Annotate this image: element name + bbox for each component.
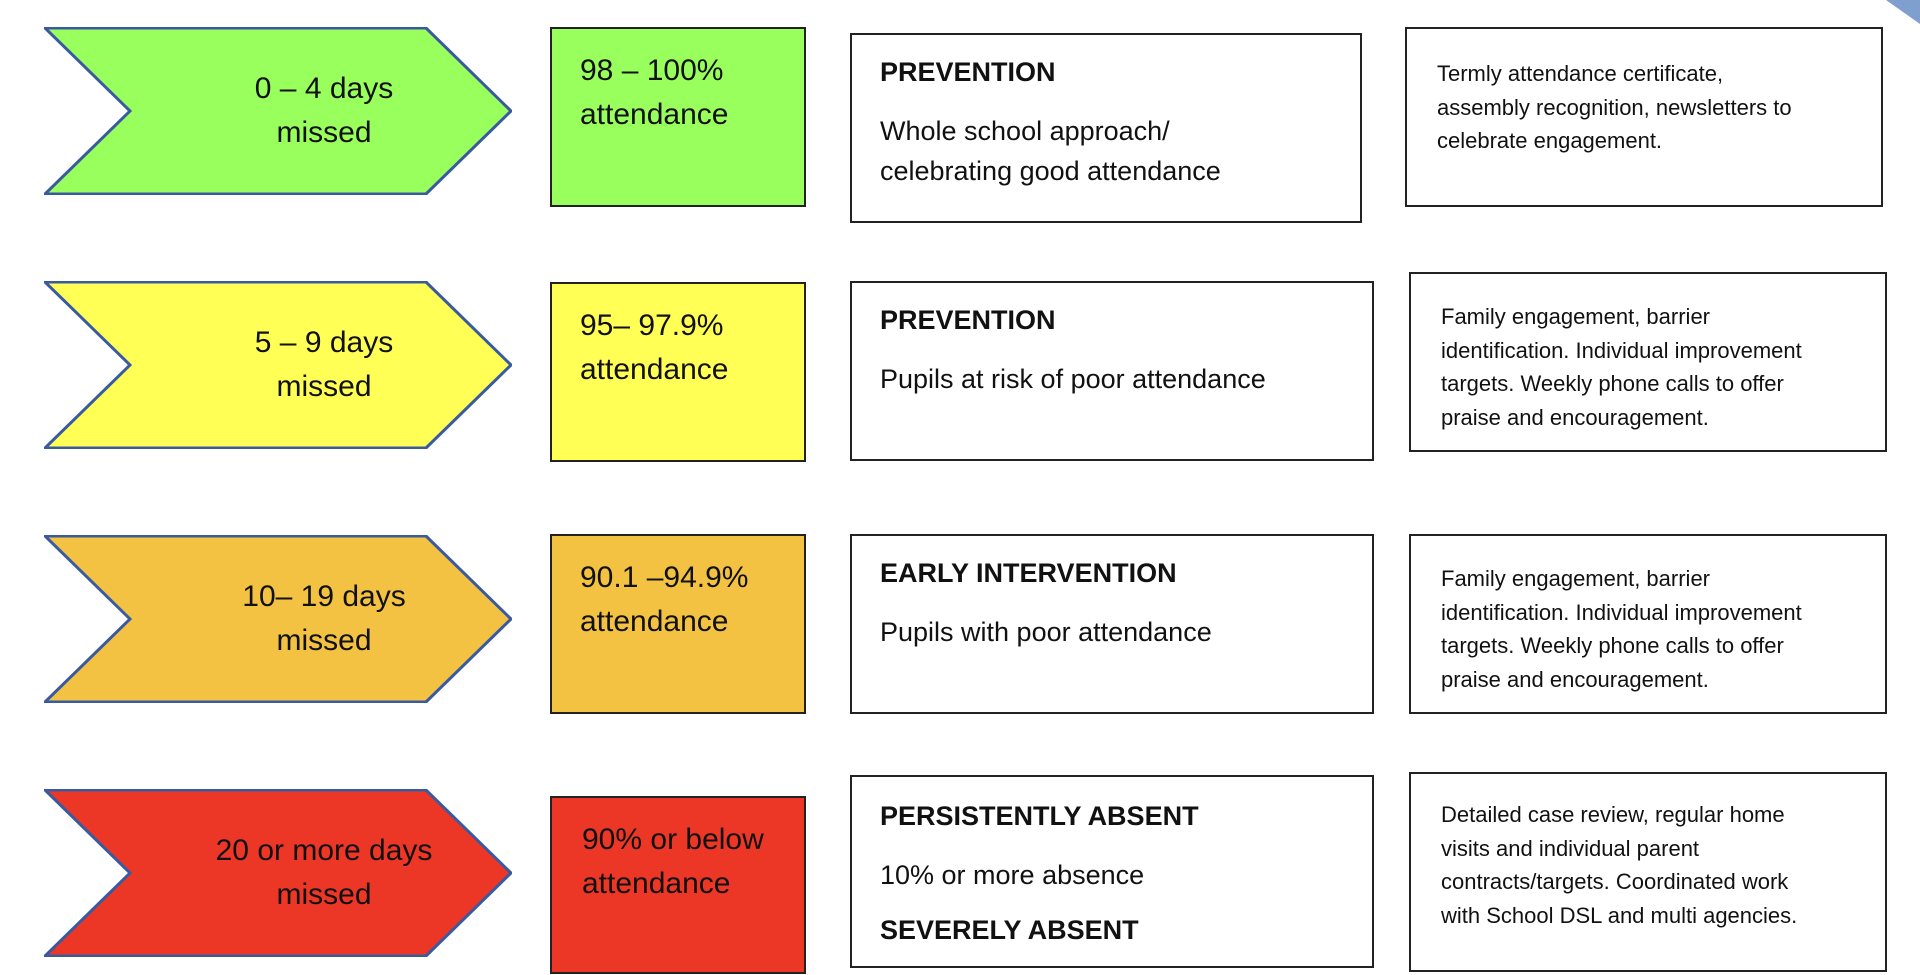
action-text: Family engagement, barrier identification. Individual improvement targets. Weekly phone calls to offer praise and encouragement. <box>1441 304 1802 430</box>
tier-title: PREVENTION <box>880 305 1056 335</box>
action-box <box>1409 272 1887 452</box>
tier-title: PERSISTENTLY ABSENT <box>880 801 1199 831</box>
days-missed-chevron <box>44 281 512 449</box>
days-missed-label: 20 or more days missed <box>215 834 433 911</box>
action-box <box>1405 27 1883 207</box>
attendance-percentage-box: 90.1 –94.9% attendance <box>550 534 806 714</box>
tier-title: EARLY INTERVENTION <box>880 558 1177 588</box>
action-box <box>1409 772 1887 972</box>
days-missed-label: 0 – 4 days missed <box>254 72 394 149</box>
tier-secondary-title: SEVERELY ABSENT <box>880 915 1139 945</box>
attendance-percentage-box: 98 – 100% attendance <box>550 27 806 207</box>
tier-description: Pupils with poor attendance <box>880 617 1212 647</box>
attendance-percentage-box: 95– 97.9% attendance <box>550 282 806 462</box>
tier-box <box>850 33 1362 223</box>
days-missed-chevron <box>44 27 512 195</box>
tier-title: PREVENTION <box>880 57 1056 87</box>
days-missed-label: 5 – 9 days missed <box>254 326 394 403</box>
days-missed-label: 10– 19 days missed <box>242 580 406 657</box>
days-missed-chevron <box>44 535 512 703</box>
corner-accent-shape <box>1886 0 1920 24</box>
tier-description: Whole school approach/ celebrating good attendance <box>880 116 1221 186</box>
tier-box <box>850 281 1374 461</box>
action-box <box>1409 534 1887 714</box>
attendance-percentage-box: 90% or below attendance <box>550 796 806 974</box>
tier-description: Pupils at risk of poor attendance <box>880 364 1266 394</box>
tier-description: 10% or more absence <box>880 860 1145 890</box>
tier-box <box>850 534 1374 714</box>
action-text: Detailed case review, regular home visits and individual parent contracts/targets. Coordinated work with School DSL and multi agencies. <box>1441 802 1798 928</box>
tier-box <box>850 775 1374 968</box>
action-text: Termly attendance certificate, assembly recognition, newsletters to celebrate engagement. <box>1437 61 1792 153</box>
days-missed-chevron <box>44 789 512 957</box>
action-text: Family engagement, barrier identification. Individual improvement targets. Weekly phone calls to offer praise and encouragement. <box>1441 566 1802 692</box>
